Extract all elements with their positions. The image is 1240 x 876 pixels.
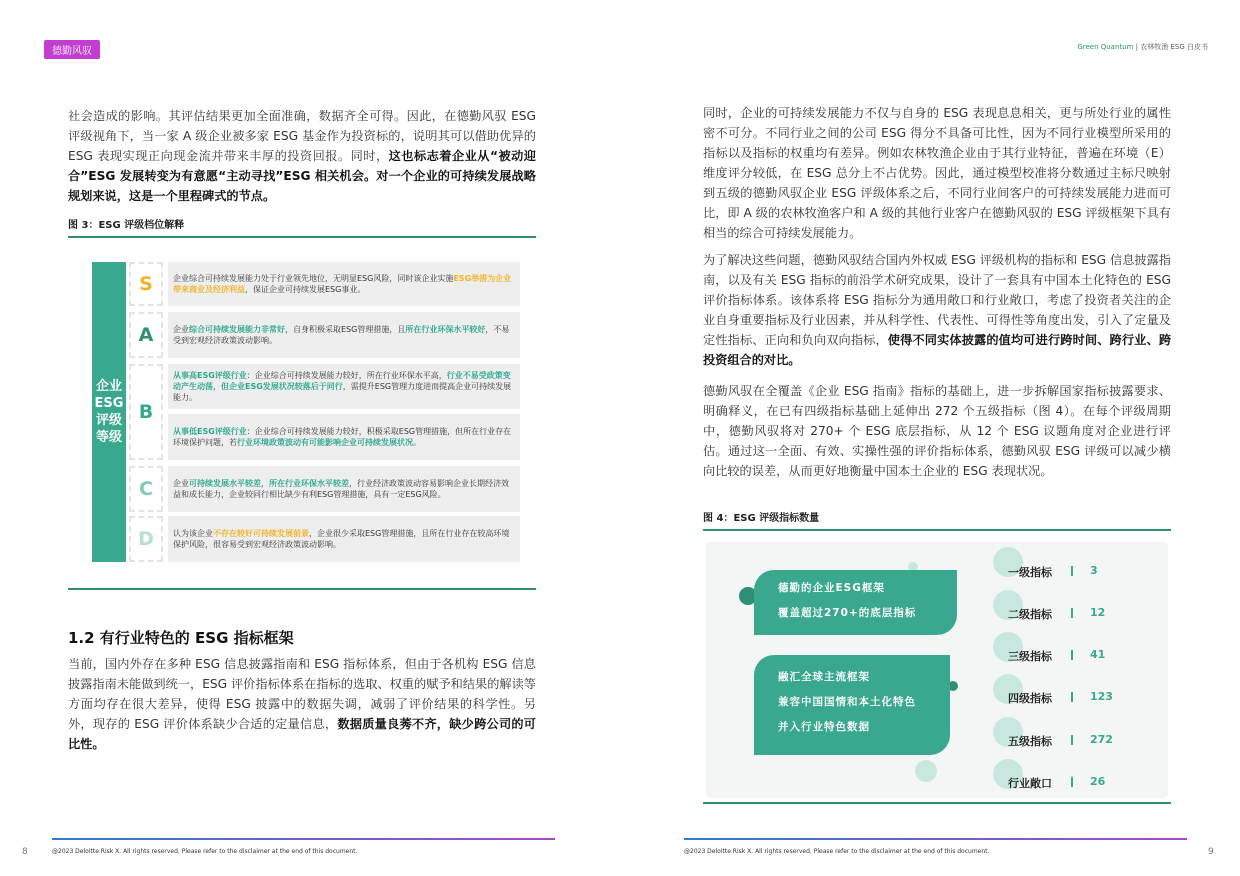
section-bold-text: 数据质量良莠不齐，缺少跨公司的可比性。: [68, 717, 536, 751]
intro-text: 社会造成的影响。其评估结果更加全面准确，数据齐全可得。因此，在德勤风驭 ESG 评级视角下，当一家 A 级企业被多家 ESG 基金作为投资标的，说明其可以借助优异的 ESG 表现实现正向现金流并带来丰厚的投资回报。同时，: [68, 109, 536, 163]
grade-a-letter: A: [138, 324, 154, 346]
grade-s-box: [129, 262, 163, 306]
left-footer-text: @2023 Deloitte Risk X. All rights reserved. Please refer to the disclaimer at the end of this document.: [52, 848, 358, 855]
left-page-number: 8: [22, 847, 28, 857]
esg-grade-side-label: 企业ESG评级等级: [92, 262, 126, 562]
card2-line-3: 并入行业特色数据: [778, 721, 870, 733]
grade-a-description: [168, 312, 520, 358]
grade-c-description: [168, 466, 520, 512]
right-para2-bold: 使得不同实体披露的值均可进行跨时间、跨行业、跨投资组合的对比。: [703, 333, 1172, 367]
header-right: [1077, 42, 1208, 52]
right-footer-rule: [684, 838, 1187, 840]
figure4-title: 图 4：ESG 评级指标数量: [703, 513, 820, 524]
right-paragraph-2: [703, 250, 1171, 370]
level-2-value: 12: [1090, 606, 1106, 619]
grade-c-highlight: 可持续发展水平较差，所在行业环保水平较差: [189, 479, 349, 488]
level-3-value: 41: [1090, 648, 1106, 661]
grade-b-box: [129, 364, 163, 460]
industry-bar: [1071, 777, 1073, 787]
level-4-label: 四级指标: [1008, 692, 1052, 705]
grade-c-box: [129, 466, 163, 512]
right-page-number: 9: [1208, 847, 1214, 857]
figure4-card-2: [754, 655, 950, 755]
grade-d-highlight: 不存在较好可持续发展前景: [213, 529, 309, 538]
intro-paragraph: [68, 106, 536, 206]
grade-a-highlight-1: 综合可持续发展能力非常好: [189, 325, 285, 334]
grade-d-text-1: 认为该企业: [173, 529, 213, 538]
grade-a-highlight-2: 所在行业环保水平较好: [405, 325, 486, 334]
card2-line-2: 兼容中国国情和本土化特色: [778, 696, 916, 708]
grade-s-letter: S: [139, 273, 153, 295]
level-5-value: 272: [1090, 733, 1113, 746]
brand-tag: 德勤风驭: [44, 40, 100, 59]
figure4-bottom-rule: [703, 802, 1171, 804]
figure3-title: 图 3：ESG 评级档位解释: [68, 220, 185, 231]
level-2-bar: [1071, 608, 1073, 618]
card1-line-1: 德勤的企业ESG框架: [778, 582, 885, 594]
grade-s-text-2: ，保证企业可持续发展ESG事业。: [245, 285, 366, 294]
grade-b-description-2: [168, 414, 520, 460]
grade-a-text-2: ，自身积极采取ESG管理措施，且: [285, 325, 406, 334]
grade-b1-highlight: 行业不易受政策变动产生动荡，但企业ESG发展状况较落后于同行: [173, 371, 511, 391]
grade-a-text-1: 企业: [173, 325, 189, 334]
figure3-top-rule: [68, 236, 536, 238]
section-paragraph: [68, 654, 536, 754]
right-paragraph-1: 同时，企业的可持续发展能力不仅与自身的 ESG 表现息息相关，更与所处行业的属性密不可分。不同行业之间的公司 ESG 得分不具备可比性，因为不同行业模型所采用的指标以及指标的权重均有差异。例如农林牧渔企业由于其行业特征，普遍在环境（E）维度评分较低，在 ESG 总分上不占优势。因此，通过模型校准将分数通过主标尺映射到五级的德勤风驭企业 ESG 评级体系之后，不同行业间客户的可持续发展能力进而可比，即 A 级的农林牧渔客户和 A 级的其他行业客户在德勤风驭的 ESG 评级框架下具有相当的综合可持续发展能力。: [703, 106, 1171, 240]
level-3-label: 三级指标: [1008, 650, 1052, 663]
level-1-value: 3: [1090, 564, 1098, 577]
grade-b2-heading: 从事低ESG评级行业: [173, 427, 247, 436]
grade-b1-heading: 从事高ESG评级行业: [173, 371, 247, 380]
grade-b-letter: B: [138, 401, 154, 423]
header-doc-title: 农林牧渔 ESG 白皮书: [1140, 43, 1208, 51]
card1-line-2: 覆盖超过270+的底层指标: [778, 607, 917, 619]
decor-dot: [915, 760, 937, 782]
left-footer-rule: [52, 838, 555, 840]
figure3-bottom-rule: [68, 588, 536, 590]
grade-d-description: [168, 516, 520, 562]
grade-b2-text-2: 。: [413, 438, 421, 447]
level-5-bar: [1071, 735, 1073, 745]
figure4-top-rule: [703, 529, 1171, 531]
right-para2-text: 为了解决这些问题，德勤风驭结合国内外权威 ESG 评级机构的指标和 ESG 信息披露指南，以及有关 ESG 指标的前沿学术研究成果，设计了一套具有中国本土化特色的 ESG 评价指标体系。该体系将 ESG 指标分为通用敞口和行业敞口，考虑了投资者关注的企业自身重要指标及行业因素，并从科学性、代表性、可得性等角度出发，引入了定量及定性指标、正向和负向双向指标，: [703, 253, 1171, 347]
grade-a-box: [129, 312, 163, 358]
grade-b1-text-1: ：企业综合可持续发展能力较好，所在行业环保水平高，: [246, 371, 447, 380]
level-1-label: 一级指标: [1008, 566, 1052, 579]
grade-d-box: [129, 516, 163, 562]
level-1-bar: [1071, 566, 1073, 576]
grade-b1-text-2: ，需提升ESG管理力度进而提高企业可持续发展能力。: [173, 382, 512, 402]
card2-line-1: 融汇全球主流框架: [778, 671, 870, 683]
grade-c-text-2: ，行业经济政策波动容易影响企业长期经济效益和成长能力，企业较同行相比缺少有利ESG管理措施，具有一定ESG风险。: [173, 479, 509, 499]
industry-value: 26: [1090, 775, 1106, 788]
level-4-value: 123: [1090, 690, 1113, 703]
intro-bold-text: 这也标志着企业从“被动迎合”ESG 发展转变为有意愿“主动寻找”ESG 相关机会。对一个企业的可持续发展战略规划来说，这是一个里程碑式的节点。: [68, 149, 536, 203]
grade-d-letter: D: [138, 528, 154, 550]
grade-s-highlight: ESG举措为企业带来商业及经济利益: [173, 274, 512, 294]
grade-a-text-3: ，不易受到宏观经济政策波动影响。: [173, 325, 510, 345]
section-text: 当前，国内外存在多种 ESG 信息披露指南和 ESG 指标体系，但由于各机构 ESG 信息披露指南未能做到统一，ESG 评价指标体系在指标的选取、权重的赋予和结果的解读等方面均存在很大差异，使得 ESG 披露中的数据失调，减弱了评价结果的科学性。另外，现存的 ESG 评价体系缺少合适的定量信息，: [68, 657, 536, 731]
level-4-bar: [1071, 692, 1073, 702]
grade-s-description: [168, 262, 520, 306]
header-brand: Green Quantum: [1077, 43, 1134, 51]
right-footer-text: @2023 Deloitte Risk X. All rights reserved. Please refer to the disclaimer at the end of this document.: [684, 848, 990, 855]
grade-c-letter: C: [139, 478, 153, 500]
level-3-bar: [1071, 650, 1073, 660]
figure4-card-1: [754, 570, 957, 635]
grade-c-text-1: 企业: [173, 479, 189, 488]
grade-d-text-2: ，企业很少采取ESG管理措施，且所在行业存在较高环境保护风险，很容易受到宏观经济政策波动影响。: [173, 529, 510, 549]
grade-s-text-1: 企业综合可持续发展能力处于行业领先地位，无明显ESG风险，同时该企业实施: [173, 274, 454, 283]
grade-b2-text-1: ：企业综合可持续发展能力较好，积极采取ESG管理措施，但所在行业存在环境保护问题，若: [173, 427, 512, 447]
section-title: 1.2 有行业特色的 ESG 指标框架: [68, 629, 294, 647]
grade-b-description-1: [168, 364, 520, 409]
industry-label: 行业敞口: [1008, 777, 1052, 790]
grade-b2-highlight: 行业环境政策波动有可能影响企业可持续发展状况: [237, 438, 413, 447]
level-2-label: 二级指标: [1008, 608, 1052, 621]
header-separator: |: [1135, 43, 1139, 51]
level-5-label: 五级指标: [1008, 735, 1052, 748]
right-paragraph-3: 德勤风驭在全覆盖《企业 ESG 指南》指标的基础上，进一步拆解国家指标披露要求、明确释义，在已有四级指标基础上延伸出 272 个五级指标（图 4）。在每个评级周期中，德勤风驭将对 270+ 个 ESG 底层指标，从 12 个 ESG 议题角度对企业进行评估。通过这一全面、有效、实操性强的评价指标体系，德勤风驭 ESG 评级可以减少横向比较的误差，从而更好地衡量中国本土企业的 ESG 表现状况。: [703, 384, 1171, 478]
